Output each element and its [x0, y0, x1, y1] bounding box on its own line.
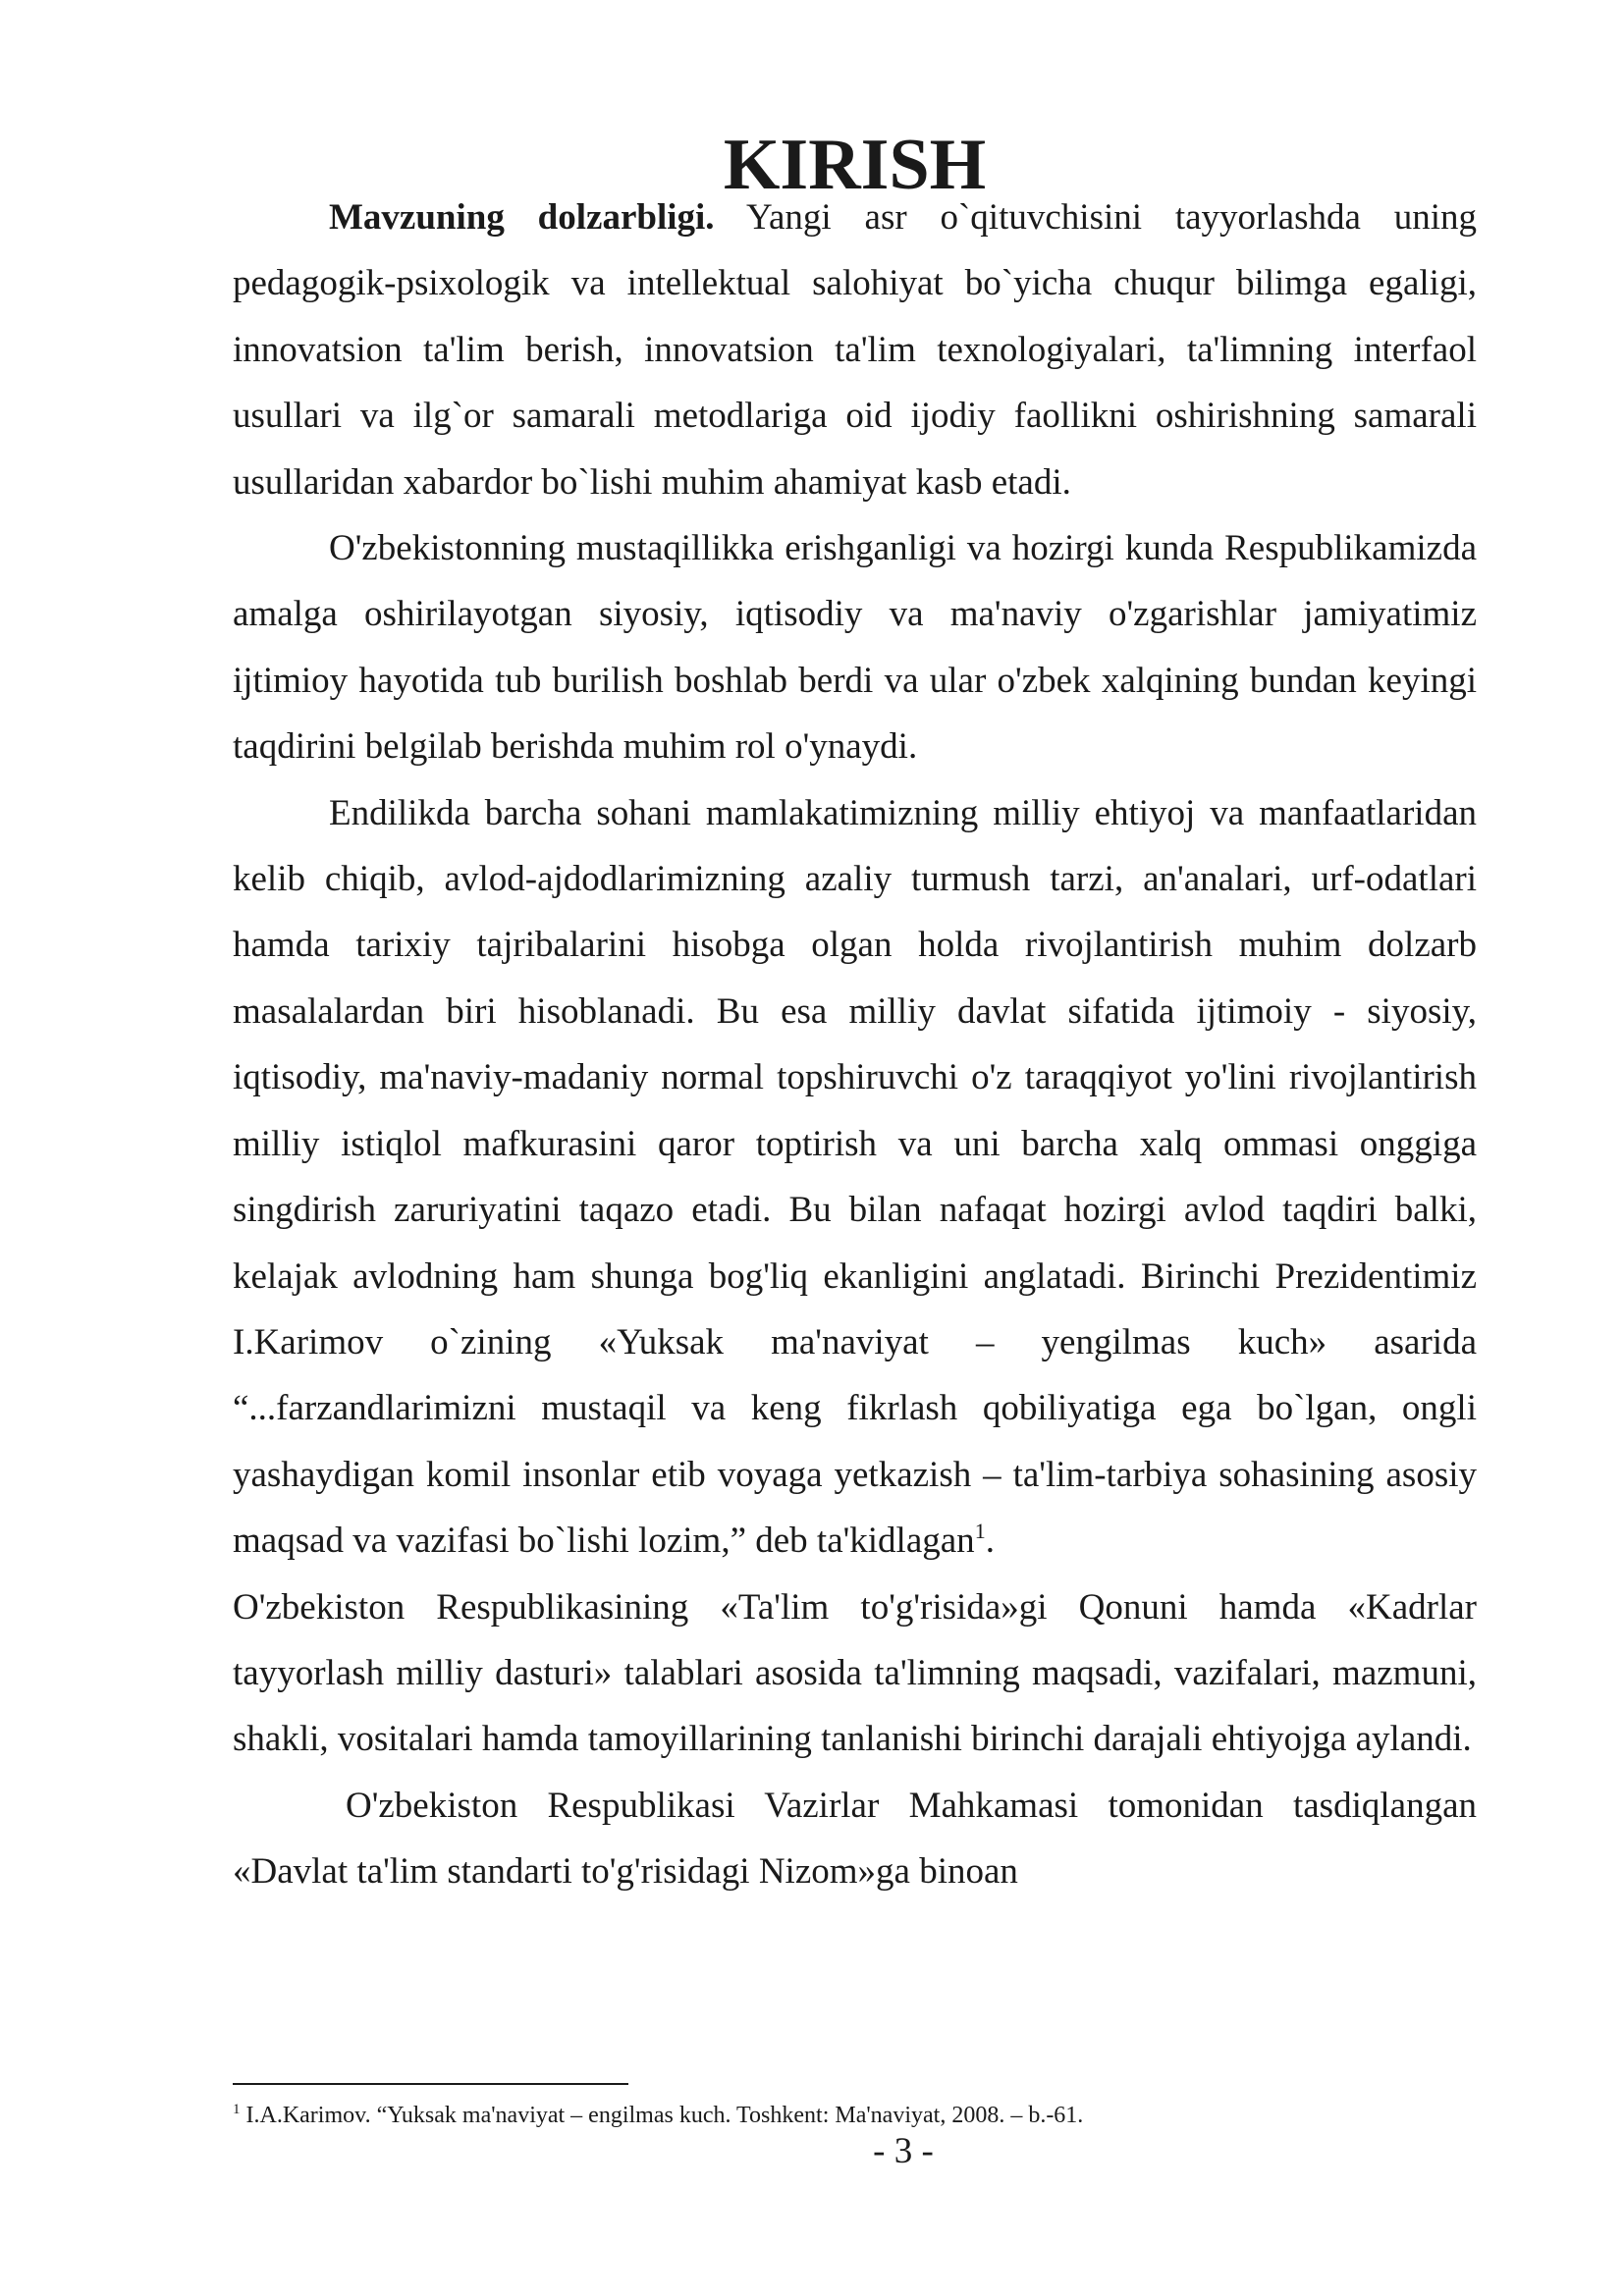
- footnote-mark: 1: [233, 2102, 241, 2117]
- page-number: - 3 -: [873, 2131, 934, 2171]
- paragraph-independence: O'zbekistonning mustaqillikka erishganligi va hozirgi kunda Respublikamizda amalga oshirilayotgan siyosiy, iqtisodiy va ma'naviy o'zgarishlar jamiyatimiz ijtimioy hayotida tub burilish boshlab berdi va ular o'zbek xalqining bundan keyingi taqdirini belgilab berishda muhim rol o'ynaydi.: [233, 528, 1477, 768]
- page-title: KIRISH: [723, 125, 987, 205]
- body-text: [233, 125, 1477, 1905]
- footnote-reference[interactable]: 1: [974, 1519, 986, 1544]
- paragraph-lead: Mavzuning dolzarbligi.: [329, 197, 715, 238]
- footnote: [233, 2101, 1477, 2130]
- paragraph-standards: O'zbekiston Respublikasi Vazirlar Mahkamasi tomonidan tasdiqlangan «Davlat ta'lim standarti to'g'risidagi Nizom»ga binoan: [233, 1785, 1477, 1893]
- footnote-text: I.A.Karimov. “Yuksak ma'naviyat – engilmas kuch. Toshkent: Ma'naviyat, 2008. – b.-61.: [240, 2103, 1084, 2128]
- paragraph-relevance: [233, 185, 1477, 515]
- paragraph-development: [233, 780, 1477, 1575]
- footnote-separator: [233, 2083, 628, 2085]
- paragraph-text: Endilikda barcha sohani mamlakatimizning milliy ehtiyoj va manfaatlaridan kelib chiqib, avlod-ajdodlarimizning azaliy turmush tarzi, an'analari, urf-odatlari hamda tarixiy tajribalarini hisobga olgan holda rivojlantirish muhim dolzarb masalalardan biri hisoblanadi. Bu esa milliy davlat sifatida ijtimoiy - siyosiy, iqtisodiy, ma'naviy-madaniy normal topshiruvchi o'z taraqqiyot yo'lini rivojlantirish milliy istiqlol mafkurasini qaror toptirish va uni barcha xalq ommasi onggiga singdirish zaruriyatini taqazo etadi. Bu bilan nafaqat hozirgi avlod taqdiri balki, kelajak avlodning ham shunga bog'liq ekanligini anglatadi. Birinchi Prezidentimiz I.Karimov o`zining «Yuksak ma'naviyat – yengilmas kuch» asarida “...farzandlarimizni mustaqil va keng fikrlash qobiliyatiga ega bo`lgan, ongli yashaydigan komil insonlar etib voyaga yetkazish – ta'lim-tarbiya sohasining asosiy maqsad va vazifasi bo`lishi lozim,” deb ta'kidlagan: [233, 792, 1477, 1562]
- paragraph-education-law: O'zbekiston Respublikasining «Ta'lim to'g'risida»gi Qonuni hamda «Kadrlar tayyorlash milliy dasturi» talablari asosida ta'limning maqsadi, vazifalari, mazmuni, shakli, vositalari hamda tamoyillarining tanlanishi birinchi darajali ehtiyojga aylandi.: [233, 1586, 1477, 1760]
- paragraph-text: Yangi asr o`qituvchisini tayyorlashda uning pedagogik-psixologik va intellektual salohiyat bo`yicha chuqur bilimga egaligi, innovatsion ta'lim berish, innovatsion ta'lim texnologiyalari, ta'limning interfaol usullari va ilg`or samarali metodlariga oid ijodiy faollikni oshirishning samarali usullaridan xabardor bo`lishi muhim ahamiyat kasb etadi.: [233, 197, 1477, 503]
- paragraph-end: .: [985, 1521, 995, 1562]
